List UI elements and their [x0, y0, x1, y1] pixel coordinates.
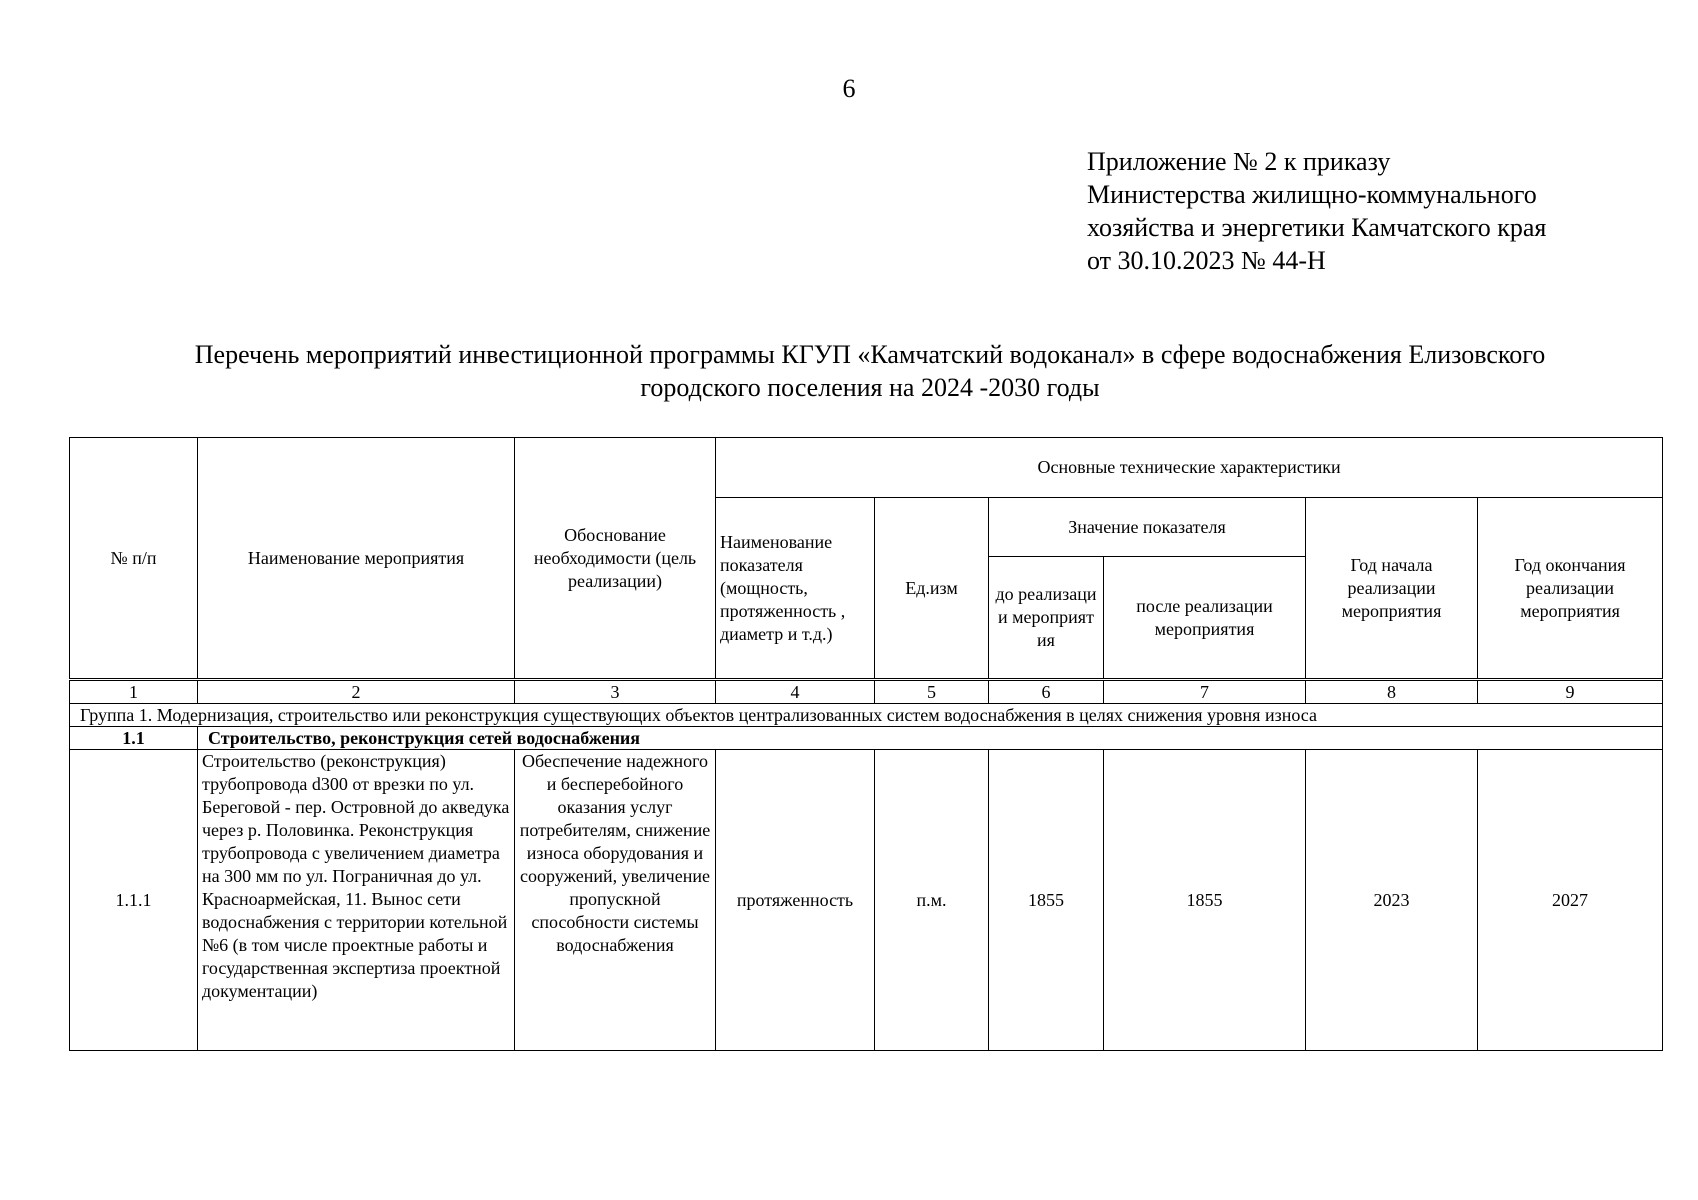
table-row	[70, 750, 1663, 1051]
row-year-end: 2027	[1478, 750, 1663, 1051]
header-unit: Ед.изм	[875, 498, 989, 680]
title-line: Перечень мероприятий инвестиционной программы КГУП «Камчатский водоканал» в сфере водоснабжения Елизовского	[194, 340, 1546, 369]
measures-table	[69, 437, 1663, 1051]
column-number: 2	[198, 680, 515, 704]
column-number: 7	[1104, 680, 1306, 704]
section-row	[70, 727, 1663, 750]
column-number: 6	[989, 680, 1104, 704]
appendix-line: Приложение № 2 к приказу	[1087, 147, 1391, 176]
row-year-start: 2023	[1306, 750, 1478, 1051]
appendix-line: Министерства жилищно-коммунального	[1087, 180, 1537, 209]
document-title	[100, 338, 1640, 404]
row-before: 1855	[989, 750, 1104, 1051]
page-number: 6	[842, 74, 856, 103]
title-line: городского поселения на 2024 -2030 годы	[640, 373, 1100, 402]
column-number: 4	[716, 680, 875, 704]
group-row	[70, 704, 1663, 727]
header-before: до реализаци и мероприят ия	[989, 557, 1104, 680]
appendix-block	[1087, 145, 1546, 277]
column-number: 5	[875, 680, 989, 704]
header-year-end: Год окончания реализации мероприятия	[1478, 498, 1663, 680]
header-indicator-name: Наименование показателя (мощность, протяженность , диаметр и т.д.)	[716, 498, 875, 680]
header-num: № п/п	[70, 438, 198, 680]
row-name: Строительство (реконструкция) трубопровода d300 от врезки по ул. Береговой - пер. Островной до акведука через р. Половинка. Реконструкция трубопровода с увеличением диаметра на 300 мм по ул. Пограничная до ул. Красноармейская, 11. Вынос сети водоснабжения с территории котельной №6 (в том числе проектные работы и государственная экспертиза проектной документации)	[198, 750, 515, 1051]
row-indicator: протяженность	[716, 750, 875, 1051]
header-indicator-value: Значение показателя	[989, 498, 1306, 557]
row-unit: п.м.	[875, 750, 989, 1051]
header-after: после реализации мероприятия	[1104, 557, 1306, 680]
header-year-start: Год начала реализации мероприятия	[1306, 498, 1478, 680]
column-number: 9	[1478, 680, 1663, 704]
appendix-line: от 30.10.2023 № 44-Н	[1087, 246, 1326, 275]
section-name: Строительство, реконструкция сетей водоснабжения	[198, 727, 1663, 750]
header-tech-characteristics: Основные технические характеристики	[716, 438, 1663, 498]
header-row	[70, 438, 1663, 498]
column-numbers-row	[70, 680, 1663, 704]
column-number: 1	[70, 680, 198, 704]
appendix-line: хозяйства и энергетики Камчатского края	[1087, 213, 1547, 242]
header-justification: Обоснование необходимости (цель реализации)	[515, 438, 716, 680]
group-title: Группа 1. Модернизация, строительство или реконструкция существующих объектов централизованных систем водоснабжения в целях снижения уровня износа	[70, 704, 1663, 727]
row-after: 1855	[1104, 750, 1306, 1051]
header-name: Наименование мероприятия	[198, 438, 515, 680]
section-num: 1.1	[70, 727, 198, 750]
row-num: 1.1.1	[70, 750, 198, 1051]
column-number: 8	[1306, 680, 1478, 704]
column-number: 3	[515, 680, 716, 704]
row-justification: Обеспечение надежного и бесперебойного оказания услуг потребителям, снижение износа оборудования и сооружений, увеличение пропускной способности системы водоснабжения	[515, 750, 716, 1051]
